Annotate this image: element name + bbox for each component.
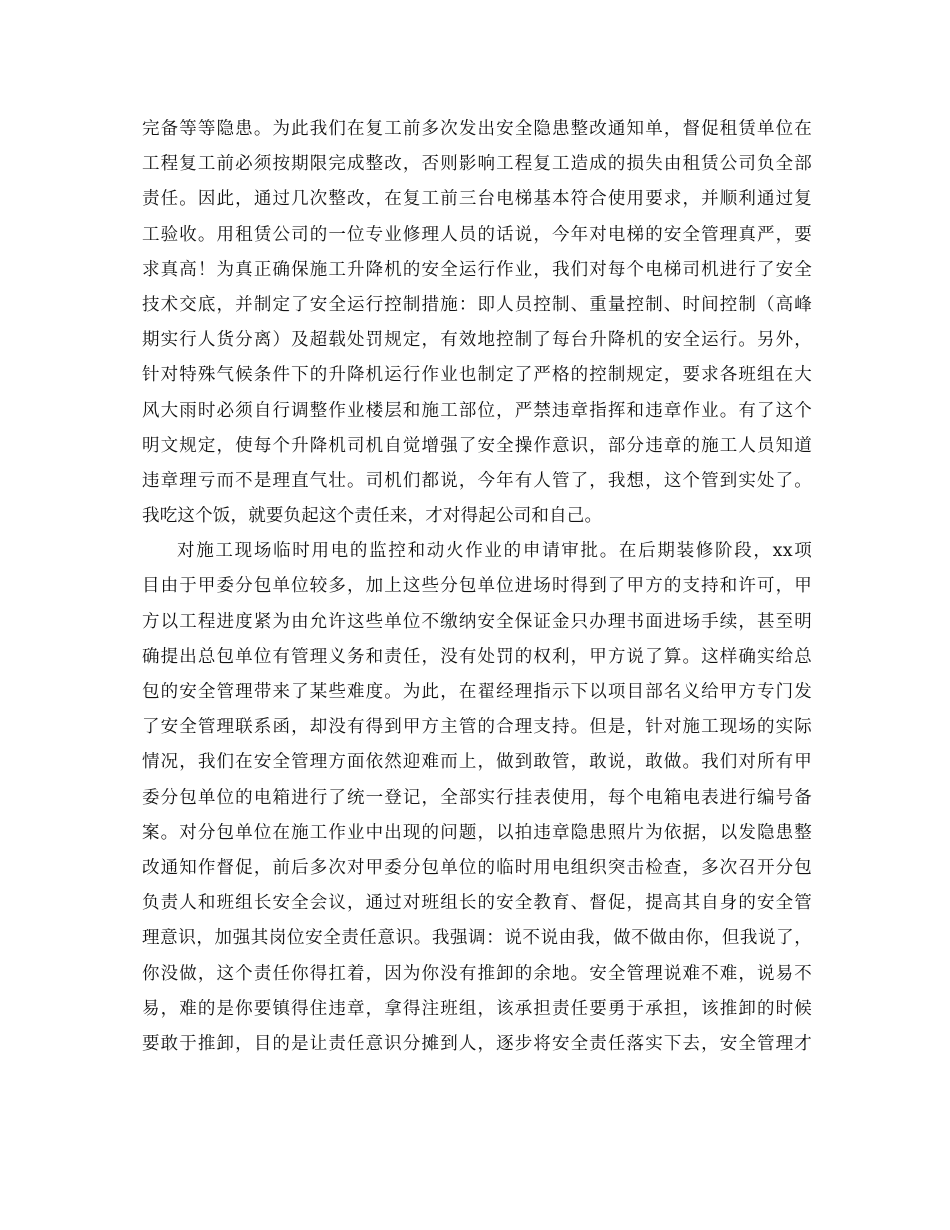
paragraph-1-line-11: 违章理亏而不是理直气壮。司机们都说，今年有人管了，我想，这个管到实处了。 (142, 470, 812, 491)
paragraph-2-line-1: 对施工现场临时用电的监控和动火作业的申请审批。在后期装修阶段，xx项 (177, 541, 812, 562)
paragraph-2-line-9: 案。对分包单位在施工作业中出现的问题，以拍违章隐患照片为依据，以发隐患整 (142, 822, 812, 843)
paragraph-2-line-12: 理意识，加强其岗位安全责任意识。我强调：说不说由我，做不做由你，但我说了， (142, 928, 812, 949)
body-text (142, 112, 812, 1062)
paragraph-2-line-5: 包的安全管理带来了某些难度。为此，在翟经理指示下以项目部名义给甲方专门发 (142, 682, 812, 702)
paragraph-2-line-11: 负责人和班组长安全会议，通过对班组长的安全教育、督促，提高其自身的安全管 (142, 893, 812, 914)
paragraph-2-line-13: 你没做，这个责任你得扛着，因为你没有推卸的余地。安全管理说难不难，说易不 (142, 963, 812, 984)
paragraph-1-line-8: 针对特殊气候条件下的升降机运行作业也制定了严格的控制规定，要求各班组在大 (142, 365, 812, 386)
paragraph-2-line-15: 要敢于推卸，目的是让责任意识分摊到人，逐步将安全责任落实下去，安全管理才 (142, 1033, 812, 1054)
paragraph-1-line-12: 我吃这个饭，就要负起这个责任来，才对得起公司和自己。 (142, 506, 603, 527)
paragraph-1-line-2: 工程复工前必须按期限完成整改，否则影响工程复工造成的损失由租赁公司负全部 (142, 154, 812, 175)
paragraph-2-line-4: 确提出总包单位有管理义务和责任，没有处罚的权利，甲方说了算。这样确实给总 (142, 646, 812, 667)
paragraph-2-line-8: 委分包单位的电箱进行了统一登记，全部实行挂表使用，每个电箱电表进行编号备 (142, 787, 812, 808)
paragraph-1-line-5: 求真高！为真正确保施工升降机的安全运行作业，我们对每个电梯司机进行了安全 (142, 259, 812, 280)
paragraph-2-line-7: 情况，我们在安全管理方面依然迎难而上，做到敢管，敢说，敢做。我们对所有甲 (142, 752, 812, 773)
paragraph-2-line-10: 改通知作督促，前后多次对甲委分包单位的临时用电组织突击检查，多次召开分包 (142, 857, 812, 878)
paragraph-1-line-3: 责任。因此，通过几次整改，在复工前三台电梯基本符合使用要求，并顺利通过复 (142, 189, 812, 210)
paragraph-1-line-6: 技术交底，并制定了安全运行控制措施：即人员控制、重量控制、时间控制（高峰 (142, 294, 812, 315)
paragraph-2-line-2: 目由于甲委分包单位较多，加上这些分包单位进场时得到了甲方的支持和许可，甲 (142, 576, 812, 597)
paragraph-2-line-14: 易，难的是你要镇得住违章，拿得注班组，该承担责任要勇于承担，该推卸的时候 (142, 998, 812, 1019)
paragraph-1-line-1: 完备等等隐患。为此我们在复工前多次发出安全隐患整改通知单，督促租赁单位在 (142, 119, 812, 139)
paragraph-2-line-6: 了安全管理联系函，却没有得到甲方主管的合理支持。但是，针对施工现场的实际 (142, 717, 812, 738)
paragraph-1-line-4: 工验收。用租赁公司的一位专业修理人员的话说，今年对电梯的安全管理真严，要 (142, 224, 812, 245)
paragraph-1-line-10: 明文规定，使每个升降机司机自觉增强了安全操作意识，部分违章的施工人员知道 (142, 435, 812, 456)
paragraph-1-line-9: 风大雨时必须自行调整作业楼层和施工部位，严禁违章指挥和违章作业。有了这个 (142, 400, 812, 421)
paragraph-1-line-7: 期实行人货分离）及超载处罚规定，有效地控制了每台升降机的安全运行。另外， (142, 330, 812, 351)
paragraph-2-line-3: 方以工程进度紧为由允许这些单位不缴纳安全保证金只办理书面进场手续，甚至明 (142, 611, 812, 632)
